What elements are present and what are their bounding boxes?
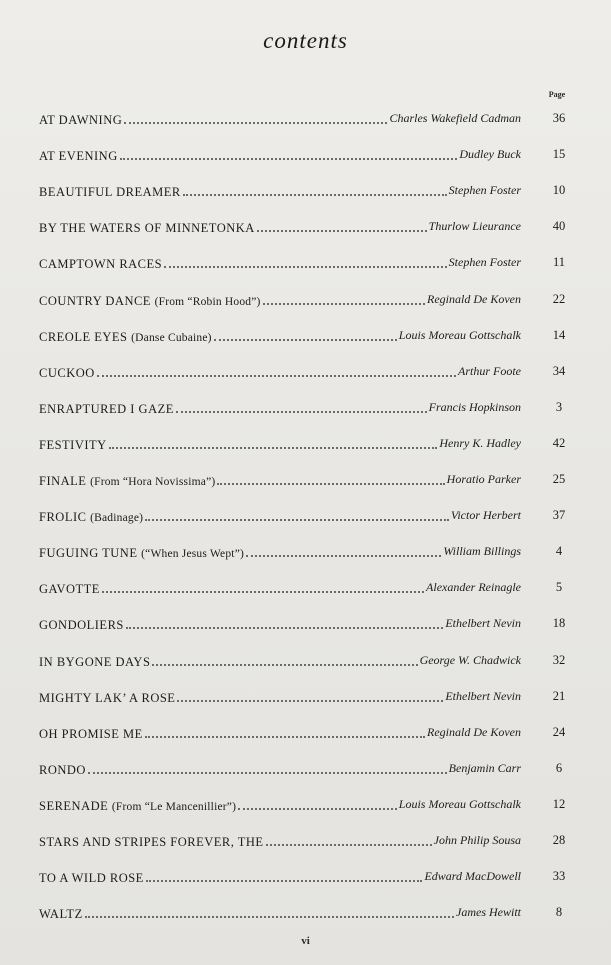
entry-page-number: 42	[552, 435, 566, 450]
page-title: contents	[263, 28, 348, 53]
entry-page-number: 34	[552, 363, 566, 378]
entry-page-number: 22	[552, 291, 566, 306]
entry-title	[39, 907, 83, 922]
entry-title-main: BY THE WATERS OF MINNETONKA	[39, 221, 255, 236]
entry-composer: John Philip Sousa	[433, 833, 521, 847]
entry-title-main: ENRAPTURED I GAZE	[39, 401, 174, 416]
entry-page-number: 14	[552, 327, 566, 342]
toc-entry	[39, 505, 577, 525]
entry-subtitle: (From “Hora Novissima”)	[90, 476, 216, 488]
entry-composer: William Billings	[443, 544, 521, 559]
dot-leader	[97, 373, 456, 377]
entry-page-number: 25	[552, 472, 566, 486]
toc-entry	[39, 433, 577, 453]
entry-title-main: CREOLE EYES	[39, 329, 128, 344]
entry-title-main: COUNTRY DANCE	[39, 293, 151, 308]
entry-title	[39, 655, 150, 670]
toc-entry	[39, 361, 577, 381]
dot-leader	[126, 625, 443, 629]
entry-title	[39, 257, 162, 272]
entry-composer: Louis Moreau Gottschalk	[398, 327, 521, 342]
toc-entry	[39, 758, 577, 778]
entry-composer: Victor Herbert	[450, 508, 521, 523]
entry-subtitle: (“When Jesus Wept”)	[141, 548, 245, 561]
entry-title-main: AT EVENING	[39, 149, 118, 164]
entry-title	[39, 727, 143, 742]
entry-page-number: 18	[552, 616, 566, 631]
entry-title-main: STARS AND STRIPES FOREVER, THE	[39, 835, 264, 849]
entry-page-number: 5	[555, 580, 563, 595]
entry-title-main: RONDO	[39, 762, 86, 777]
entry-title-main: GAVOTTE	[39, 582, 100, 597]
dot-leader	[146, 878, 423, 882]
entry-composer: Reginald De Koven	[427, 724, 521, 739]
entry-title	[39, 149, 118, 164]
toc-entry	[39, 144, 577, 164]
entry-title-main: FINALE	[39, 474, 87, 488]
dot-leader	[238, 806, 397, 810]
entry-subtitle: (Badinage)	[90, 512, 144, 525]
toc-entry	[39, 722, 577, 742]
dot-leader	[120, 156, 458, 160]
entry-composer: George W. Chadwick	[419, 652, 521, 667]
entry-composer: Stephen Foster	[448, 255, 521, 270]
entry-title-main: FUGUING TUNE	[39, 546, 138, 561]
entry-composer: Ethelbert Nevin	[445, 616, 521, 631]
entry-title	[39, 402, 174, 417]
toc-entry	[39, 541, 577, 561]
entry-composer: James Hewitt	[456, 905, 521, 920]
dot-leader	[109, 445, 438, 449]
dot-leader	[124, 120, 387, 124]
dot-leader	[183, 192, 447, 196]
entry-title	[39, 294, 261, 309]
entry-title	[39, 691, 175, 706]
entry-page-number: 15	[552, 147, 566, 162]
entry-title-main: FROLIC	[39, 510, 87, 525]
entry-title	[39, 113, 122, 128]
entry-page-number: 6	[555, 760, 563, 775]
entry-title	[39, 799, 236, 814]
entry-page-number: 32	[552, 652, 566, 667]
entry-composer: Alexander Reinagle	[426, 580, 521, 595]
toc-entry	[39, 686, 577, 706]
dot-leader	[217, 481, 444, 485]
toc-entry	[39, 794, 577, 814]
dot-leader	[102, 589, 424, 593]
dot-leader	[266, 842, 432, 846]
entry-title-main: IN BYGONE DAYS	[39, 654, 151, 669]
entry-composer: Thurlow Lieurance	[428, 219, 521, 234]
toc-entry	[39, 469, 577, 489]
entry-title-main: GONDOLIERS	[39, 618, 124, 633]
entry-composer: Arthur Foote	[458, 363, 521, 378]
toc-entry	[39, 397, 577, 417]
entry-page-number: 24	[552, 724, 566, 739]
entry-title	[39, 871, 144, 886]
entry-title-main: SERENADE	[39, 798, 109, 813]
entry-title	[39, 330, 212, 345]
entry-page-number: 36	[552, 111, 566, 125]
entry-subtitle: (Danse Cubaine)	[131, 331, 212, 344]
entry-title	[39, 366, 95, 381]
dot-leader	[145, 517, 449, 521]
entry-title-main: FESTIVITY	[39, 437, 107, 452]
entry-page-number: 12	[552, 796, 566, 811]
entry-page-number: 40	[552, 219, 566, 234]
entry-title-main: OH PROMISE ME	[39, 726, 143, 741]
entry-title-main: WALTZ	[39, 907, 83, 922]
entry-composer: Francis Hopkinson	[428, 399, 521, 414]
dot-leader	[85, 914, 454, 918]
toc-entry	[39, 577, 577, 597]
entry-composer: Edward MacDowell	[424, 869, 521, 884]
entry-composer: Henry K. Hadley	[439, 435, 521, 450]
entry-composer: Horatio Parker	[446, 472, 521, 486]
dot-leader	[263, 301, 425, 305]
entry-page-number: 11	[552, 255, 566, 270]
entry-title-main: AT DAWNING	[39, 113, 123, 127]
dot-leader	[164, 264, 447, 268]
dot-leader	[246, 553, 441, 557]
entry-title	[39, 185, 181, 200]
toc-entry	[39, 216, 577, 236]
toc-entry	[39, 180, 577, 200]
entry-composer: Stephen Foster	[448, 183, 521, 198]
entry-composer: Reginald De Koven	[427, 291, 521, 306]
dot-leader	[177, 698, 443, 702]
entry-title	[39, 438, 107, 453]
dot-leader	[152, 662, 417, 666]
toc-entry	[39, 325, 577, 345]
entry-title-main: MIGHTY LAK’ A ROSE	[39, 690, 176, 705]
entry-page-number: 33	[552, 869, 566, 884]
toc-entry	[39, 866, 577, 886]
entry-title	[39, 835, 264, 850]
toc-entry	[39, 108, 577, 128]
entry-page-number: 4	[555, 544, 563, 559]
entry-composer: Dudley Buck	[459, 147, 521, 162]
dot-leader	[88, 770, 447, 774]
page-folio: vi	[301, 935, 310, 947]
entry-title	[39, 510, 143, 525]
entry-title	[39, 221, 255, 236]
entry-title	[39, 474, 215, 489]
entry-title-main: CUCKOO	[39, 365, 95, 380]
entry-title	[39, 546, 244, 561]
entry-title	[39, 763, 86, 778]
page-column-label: Page	[548, 90, 566, 99]
entry-title-main: BEAUTIFUL DREAMER	[39, 185, 181, 200]
entry-subtitle: (From “Robin Hood”)	[154, 295, 261, 308]
entry-title-main: TO A WILD ROSE	[39, 871, 144, 886]
dot-leader	[145, 734, 425, 738]
entry-title	[39, 582, 100, 597]
toc-entry	[39, 289, 577, 309]
entry-composer: Ethelbert Nevin	[445, 688, 521, 703]
dot-leader	[176, 409, 427, 413]
toc-entry	[39, 902, 577, 922]
entry-page-number: 10	[552, 183, 566, 198]
entry-page-number: 28	[552, 833, 566, 847]
toc-entry	[39, 613, 577, 633]
entry-composer: Benjamin Carr	[448, 760, 521, 775]
dot-leader	[214, 337, 397, 341]
entry-subtitle: (From “Le Mancenillier”)	[111, 800, 237, 813]
toc-entry	[39, 252, 577, 272]
entry-page-number: 21	[552, 688, 566, 703]
toc-entry	[39, 650, 577, 670]
entry-composer: Charles Wakefield Cadman	[389, 111, 521, 125]
entry-page-number: 37	[552, 508, 566, 523]
entry-title-main: CAMPTOWN RACES	[39, 257, 163, 272]
toc-entry	[39, 830, 577, 850]
dot-leader	[257, 228, 427, 232]
entry-page-number: 8	[555, 905, 563, 920]
entry-composer: Louis Moreau Gottschalk	[398, 796, 521, 811]
entry-page-number: 3	[555, 399, 563, 414]
entry-title	[39, 618, 124, 633]
